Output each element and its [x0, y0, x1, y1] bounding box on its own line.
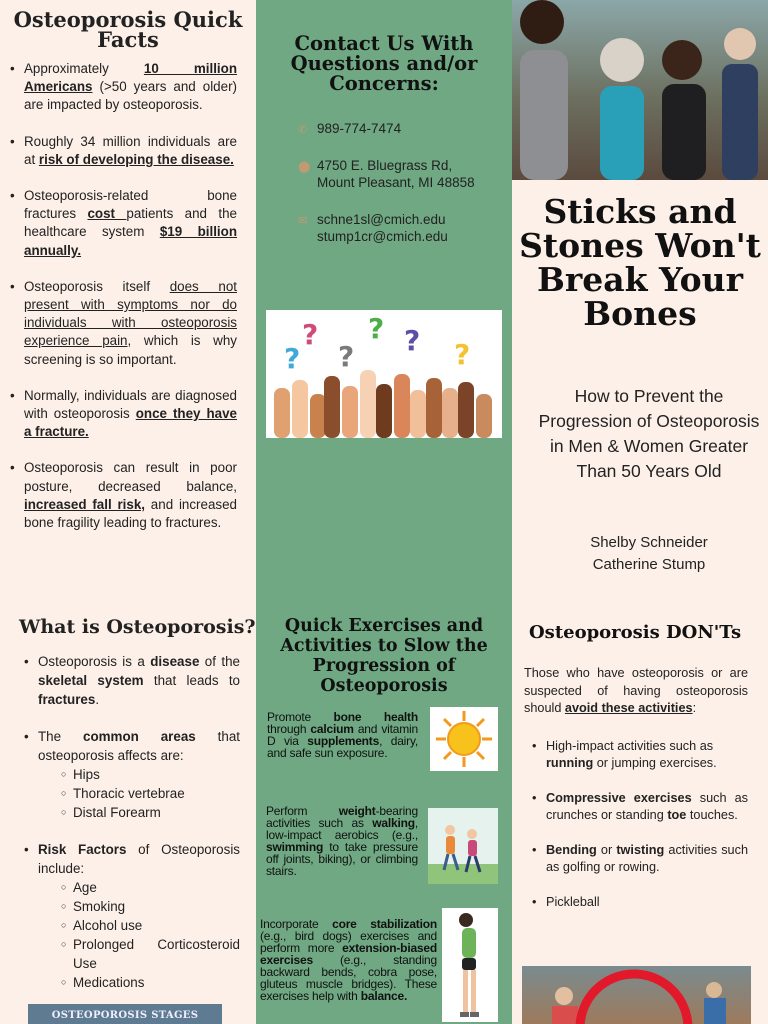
svg-text:?: ? [368, 312, 385, 345]
donts-panel [512, 592, 768, 1024]
list-item: • Risk Factors of Osteoporosis include: ○ Age ○ Smoking ○ Alcohol use ○ Prolonged Corticosteroid Use ○ Medications [24, 840, 240, 992]
author-name: Catherine Stump [592, 556, 706, 573]
donts-list [532, 738, 748, 912]
email-link-2[interactable]: stump1cr@cmich.edu [317, 229, 448, 244]
what-is-list [24, 652, 240, 992]
contact-panel [256, 0, 512, 592]
email-link-1[interactable]: schne1sl@cmich.edu [317, 212, 446, 227]
brochure-subtitle: How to Prevent the Progression of Osteoporosis in Men & Women Greater Than 50 Years Old [538, 386, 760, 481]
list-item: ○ Thoracic vertebrae [61, 784, 240, 803]
cover-panel [512, 0, 768, 592]
risk-factors-list [61, 878, 240, 992]
list-item: • Osteoporosis is a disease of the skeletal system that leads to fractures. [24, 652, 240, 709]
svg-text:?: ? [338, 340, 355, 373]
list-item: • Compressive exercises such as crunches or standing toe touches. [532, 790, 748, 825]
contact-address [298, 157, 512, 191]
list-item: ○ Medications [61, 973, 240, 992]
donts-title: Osteoporosis DON'Ts [529, 622, 742, 643]
email-text [317, 211, 448, 245]
exercises-title: Quick Exercises and Activities to Slow the Progression of Osteoporosis [280, 616, 488, 696]
list-item: • Osteoporosis-related bone fractures cost patients and the healthcare system $19 billion annually. [10, 187, 237, 260]
group-of-people-photo [512, 0, 768, 180]
sun-icon [430, 707, 498, 771]
authors [530, 532, 768, 576]
quick-facts-panel [0, 0, 256, 592]
what-is-panel [0, 592, 256, 1024]
svg-text:?: ? [404, 324, 421, 357]
list-item: ○ Distal Forearm [61, 803, 240, 822]
quick-facts-title: Osteoporosis Quick Facts [13, 7, 243, 52]
location-pin-icon: ⬤ [298, 161, 311, 173]
raised-hands-question-marks-image [266, 310, 502, 438]
svg-text:?: ? [284, 342, 301, 375]
author-name: Shelby Schneider [590, 534, 708, 551]
list-item: • Roughly 34 million individuals are at risk of developing the disease. [10, 133, 237, 169]
list-item: ○ Smoking [61, 897, 240, 916]
list-item: • Osteoporosis can result in poor posture, decreased balance, increased fall risk, and increased bone fragility leading to fractures. [10, 459, 237, 532]
list-item: • The common areas that osteoporosis affects are: ○ Hips ○ Thoracic vertebrae ○ Distal Forearm [24, 727, 240, 822]
walking-couple-icon [428, 808, 498, 884]
phone-number[interactable]: 989-774-7474 [317, 121, 402, 136]
list-item: • Normally, individuals are diagnosed with osteoporosis once they have a fracture. [10, 387, 237, 442]
list-item: • Approximately 10 million Americans (>50 years and older) are impacted by osteoporosis. [10, 60, 237, 115]
contact-email [298, 211, 512, 245]
list-item: ○ Age [61, 878, 240, 897]
brochure-title: Sticks and Stones Won't Break Your Bones [519, 192, 761, 333]
pickleball-no-symbol-photo [522, 966, 751, 1024]
common-areas-list [61, 765, 240, 822]
quick-facts-list [10, 60, 237, 532]
svg-text:?: ? [454, 338, 471, 371]
mail-icon: ✉ [298, 215, 308, 227]
phone-icon: ✆ [298, 124, 308, 136]
list-item: • High-impact activities such as running or jumping exercises. [532, 738, 748, 773]
address-text: 4750 E. Bluegrass Rd, Mount Pleasant, MI 48858 [317, 158, 475, 190]
standing-backbend-woman-icon [442, 908, 498, 1022]
svg-text:?: ? [302, 318, 319, 351]
exercises-panel [256, 592, 512, 1024]
donts-intro: Those who have osteoporosis or are suspected of having osteoporosis should avoid these activities: [524, 666, 748, 715]
list-item: ○ Alcohol use [61, 916, 240, 935]
list-item: ○ Hips [61, 765, 240, 784]
list-item: • Bending or twisting activities such as golfing or rowing. [532, 842, 748, 877]
contact-phone [298, 120, 512, 137]
list-item: • Pickleball [532, 894, 748, 912]
exercise-tip-2: Perform weight-bearing activities such as walking, low-impact aerobics (e.g., swimming to take pressure off joints, biking), or climbing stairs. [266, 804, 418, 878]
contact-title: Contact Us With Questions and/or Concerns: [290, 32, 478, 95]
exercise-tip-3: Incorporate core stabilization (e.g., bird dogs) exercises and perform more extension-biased exercises (e.g., standing backward bends, cobra pose, gluteus muscle bridges). These exercises help with balance. [260, 917, 437, 1003]
what-is-title: What is Osteoporosis? [19, 616, 256, 638]
list-item: • Osteoporosis itself does not present with symptoms nor do individuals with osteoporosis experience pain, which is why screening is so important. [10, 278, 237, 369]
list-item: ○ Prolonged Corticosteroid Use [61, 935, 240, 973]
osteoporosis-stages-banner: OSTEOPOROSIS STAGES [28, 1004, 222, 1024]
exercise-tip-1: Promote bone health through calcium and vitamin D via supplements, dairy, and safe sun exposure. [267, 710, 418, 760]
